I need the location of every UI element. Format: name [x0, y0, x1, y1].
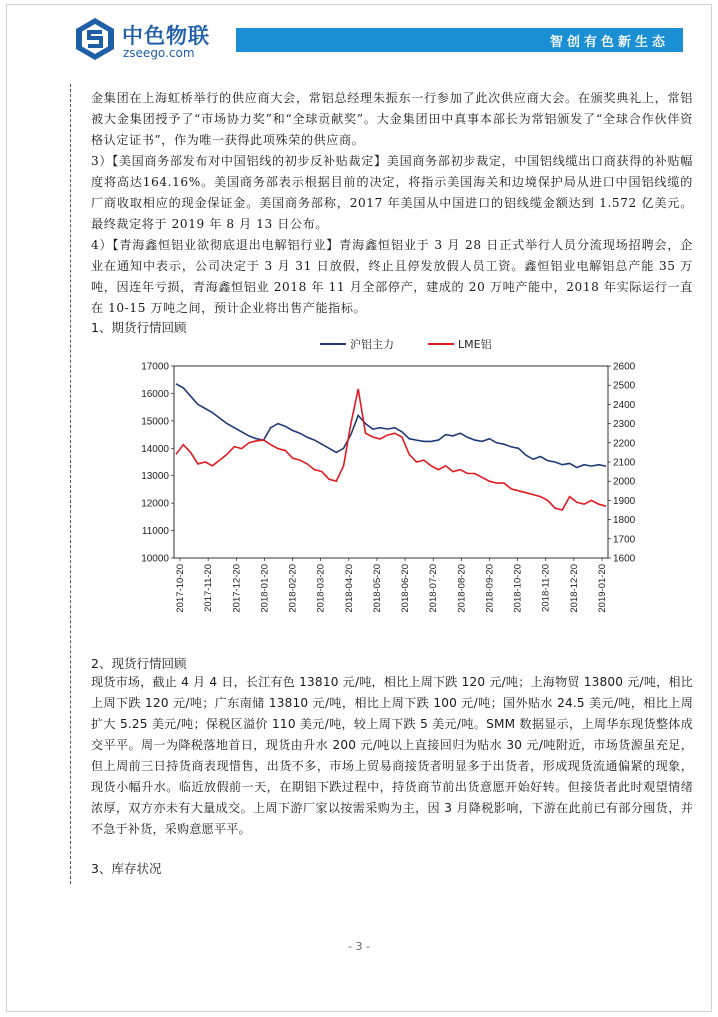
- y-left-tick-label: 15000: [141, 416, 169, 428]
- y-right-tick-label: 2600: [613, 361, 636, 373]
- x-tick-label: 2018-10-20: [512, 564, 524, 613]
- plot-frame: [174, 366, 608, 558]
- y-right-tick-label: 2300: [613, 419, 636, 431]
- y-left-tick-label: 16000: [141, 388, 169, 400]
- page-number: - 3 -: [348, 940, 370, 953]
- logo-text-en: zseego.com: [123, 46, 195, 60]
- x-tick-label: 2018-07-20: [428, 564, 440, 613]
- legend-label: 沪铝主力: [350, 338, 394, 351]
- top-content: [91, 88, 693, 319]
- left-rule: [70, 84, 71, 884]
- y-left-tick-label: 11000: [141, 526, 169, 538]
- logo: [72, 16, 222, 64]
- series-line: [176, 389, 606, 510]
- y-right-tick-label: 1900: [613, 495, 636, 507]
- series-line: [176, 384, 606, 468]
- y-right-tick-label: 1600: [613, 553, 636, 565]
- x-tick-label: 2018-04-20: [343, 564, 355, 613]
- section-title-inventory: 3、库存状况: [91, 861, 162, 876]
- x-tick-label: 2018-09-20: [484, 564, 496, 613]
- y-right-tick-label: 1700: [613, 534, 636, 546]
- slogan-text: 智创有色新生态: [549, 35, 669, 50]
- paragraph-3: 4）【青海鑫恒铝业欲彻底退出电解铝行业】青海鑫恒铝业于 3 月 28 日正式举行人员分流现场招聘会，企业在通知中表示，公司决定于 3 月 31 日放假，终止且停发放假人员工资。鑫恒铝业电解铝总产能 35 万吨，因连年亏损，青海鑫恒铝业 2018 年 11 月全部停产，建成的 20 万吨产能中，2018 年实际运行一直在 10-15 万吨之间，预计企业将出售产能指标。: [91, 238, 693, 315]
- section-title-futures: 1、期货行情回顾: [91, 320, 187, 335]
- x-tick-label: 2017-12-20: [231, 564, 243, 613]
- x-tick-label: 2018-02-20: [287, 564, 299, 613]
- paragraph-1: 金集团在上海虹桥举行的供应商大会，常铝总经理朱振东一行参加了此次供应商大会。在颁奖典礼上，常铝被大金集团授予了“市场协力奖”和“全球贡献奖”。大金集团田中真事本部长为常铝颁发了“全球合作伙伴资格认定证书”，作为唯一获得此项殊荣的供应商。: [91, 91, 693, 147]
- logo-text-cn: 中色物联: [122, 24, 210, 48]
- x-tick-label: 2018-12-20: [568, 564, 580, 613]
- x-tick-label: 2018-06-20: [400, 564, 412, 613]
- y-left-tick-label: 17000: [141, 361, 169, 373]
- legend-label: LME铝: [458, 338, 492, 351]
- y-left-tick-label: 14000: [141, 443, 169, 455]
- y-right-tick-label: 2400: [613, 399, 636, 411]
- section-title-spot: 2、现货行情回顾: [91, 656, 187, 671]
- y-right-tick-label: 2000: [613, 476, 636, 488]
- x-tick-label: 2018-03-20: [315, 564, 327, 613]
- spot-content: [91, 672, 693, 840]
- x-tick-label: 2019-01-20: [597, 564, 608, 613]
- x-tick-label: 2017-10-20: [175, 564, 186, 613]
- futures-chart: [130, 330, 650, 630]
- x-tick-label: 2018-11-20: [540, 564, 552, 612]
- logo-icon: [72, 16, 118, 62]
- y-right-tick-label: 2500: [613, 380, 636, 392]
- x-tick-label: 2017-11-20: [203, 564, 215, 612]
- x-tick-label: 2018-01-20: [259, 564, 271, 613]
- y-right-tick-label: 1800: [613, 515, 636, 527]
- x-tick-label: 2018-08-20: [456, 564, 468, 613]
- paragraph-2: 3）【美国商务部发布对中国铝线的初步反补贴裁定】美国商务部初步裁定，中国铝线缆出口商获得的补贴幅度将高达164.16%。美国商务部表示根据目前的决定，将指示美国海关和边境保护局从进口中国铝线缆的厂商收取相应的现金保证金。美国商务部称，2017 年美国从中国进口的铝线缆金额达到 1.572 亿美元。最终裁定将于 2019 年 8 月 13 日公布。: [91, 154, 693, 231]
- y-right-tick-label: 2100: [613, 457, 636, 469]
- y-left-tick-label: 10000: [141, 553, 169, 565]
- x-tick-label: 2018-05-20: [371, 564, 383, 613]
- slogan-bar: [236, 28, 683, 52]
- y-left-tick-label: 13000: [141, 471, 169, 483]
- y-left-tick-label: 12000: [141, 498, 169, 510]
- paragraph-4: 现货市场，截止 4 月 4 日，长江有色 13810 元/吨，相比上周下跌 120 元/吨；上海物贸 13800 元/吨，相比上周下跌 120 元/吨；广东南储 13810 元/吨，相比上周下跌 100 元/吨；国外贴水 24.5 美元/吨，相比上周扩大 5.25 美元/吨；保税区溢价 110 美元/吨，较上周下跌 5 美元/吨。SMM 数据显示，上周华东现货整体成交平平。周一为降税落地首日，现货由升水 200 元/吨以上直接回归为贴水 30 元/吨附近，市场货源虽充足，但上周前三日持货商表现惜售，出货不多，市场上贸易商接货者明显多于出货者，形成现货流通偏紧的现象，现货小幅升水。临近放假前一天，在期铝下跌过程中，持货商节前出货意愿开始好转。但接货者此时观望情绪浓厚，双方亦未有大量成交。上周下游厂家以按需采购为主，因 3 月降税影响，下游在此前已有部分囤货，并不急于补货，采购意愿平平。: [91, 675, 693, 836]
- y-right-tick-label: 2200: [613, 438, 636, 450]
